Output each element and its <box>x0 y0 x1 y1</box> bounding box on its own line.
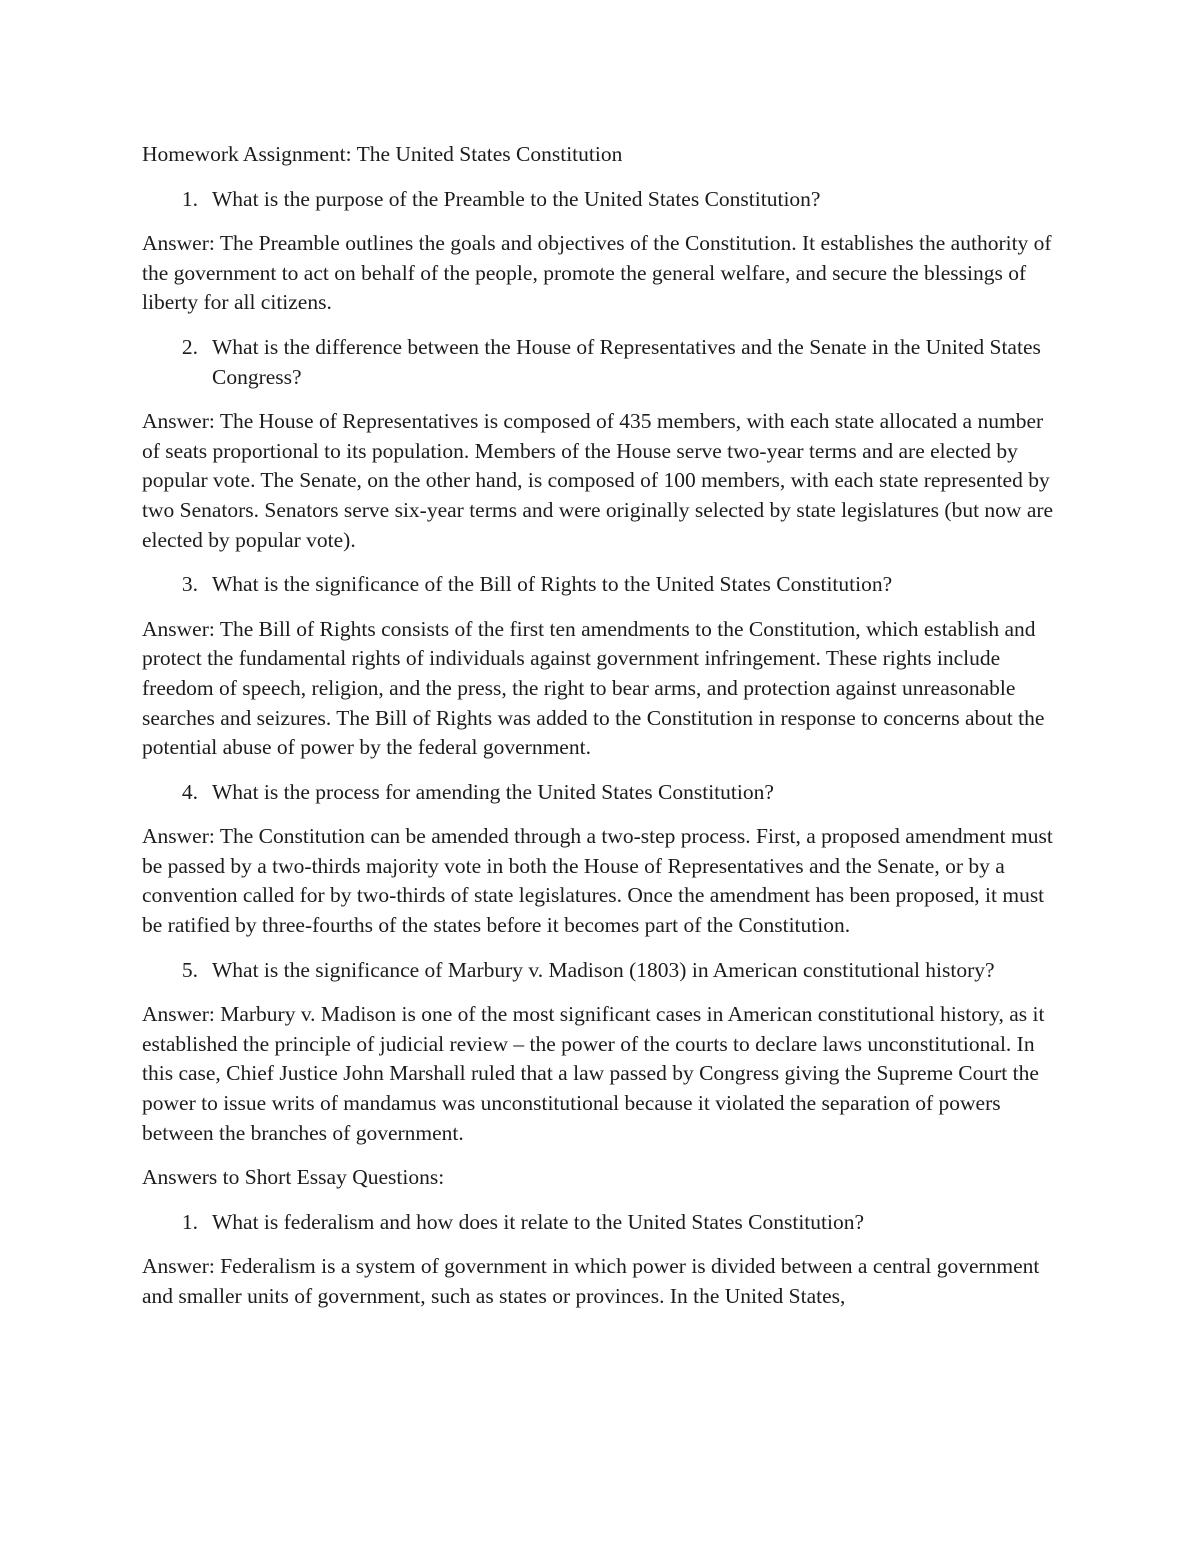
question-text: What is the purpose of the Preamble to the United States Constitution? <box>212 186 821 211</box>
question-number: 1. <box>181 186 198 211</box>
answer-2: Answer: The House of Representatives is composed of 435 members, with each state allocated a number of seats proportional to its population. Members of the House serve two-year terms and are elected by popular vote. The Senate, on the other hand, is composed of 100 members, with each state represented by two Senators. Senators serve six-year terms and were originally selected by state legislatures (but now are elected by popular vote). <box>142 409 1054 552</box>
question-text: What is the difference between the House of Representatives and the Senate in the United States Congress? <box>212 334 1041 389</box>
question-text: What is the significance of the Bill of Rights to the United States Constitution? <box>212 572 893 597</box>
question-number: 1. <box>181 1209 198 1234</box>
question-number: 4. <box>181 779 198 804</box>
question-1 <box>142 185 1062 215</box>
question-number: 2. <box>181 334 198 359</box>
question-text: What is federalism and how does it relate to the United States Constitution? <box>212 1209 865 1234</box>
answer-4: Answer: The Constitution can be amended through a two-step process. First, a proposed amendment must be passed by a two-thirds majority vote in both the House of Representatives and the Senate, or by a convention called for by two-thirds of state legislatures. Once the amendment has been proposed, it must be ratified by three-fourths of the states before it becomes part of the Constitution. <box>142 824 1053 938</box>
question-number: 5. <box>181 957 198 982</box>
question-5 <box>142 956 1062 986</box>
question-number: 3. <box>181 572 198 597</box>
document-title: Homework Assignment: The United States Constitution <box>142 142 623 166</box>
essay-section-heading: Answers to Short Essay Questions: <box>142 1165 445 1190</box>
answer-3: Answer: The Bill of Rights consists of the first ten amendments to the Constitution, which establish and protect the fundamental rights of individuals against government infringement. These rights include freedom of speech, religion, and the press, the right to bear arms, and protection against unreasonable searches and seizures. The Bill of Rights was added to the Constitution in response to concerns about the potential abuse of power by the federal government. <box>142 616 1045 760</box>
question-2 <box>142 333 1062 392</box>
question-4 <box>142 778 1062 808</box>
essay-question-1 <box>142 1208 1062 1238</box>
question-text: What is the significance of Marbury v. Madison (1803) in American constitutional history? <box>212 957 995 982</box>
answer-1: Answer: The Preamble outlines the goals and objectives of the Constitution. It establishes the authority of the government to act on behalf of the people, promote the general welfare, and secure the blessings of liberty for all citizens. <box>142 231 1052 315</box>
document-page <box>142 140 1062 1327</box>
question-text: What is the process for amending the United States Constitution? <box>212 779 774 804</box>
question-3 <box>142 570 1062 600</box>
answer-5: Answer: Marbury v. Madison is one of the most significant cases in American constitutional history, as it established the principle of judicial review – the power of the courts to declare laws unconstitutional. In this case, Chief Justice John Marshall ruled that a law passed by Congress giving the Supreme Court the power to issue writs of mandamus was unconstitutional because it violated the separation of powers between the branches of government. <box>142 1002 1045 1145</box>
essay-answer-1: Answer: Federalism is a system of government in which power is divided between a central government and smaller units of government, such as states or provinces. In the United States, <box>142 1254 1040 1308</box>
